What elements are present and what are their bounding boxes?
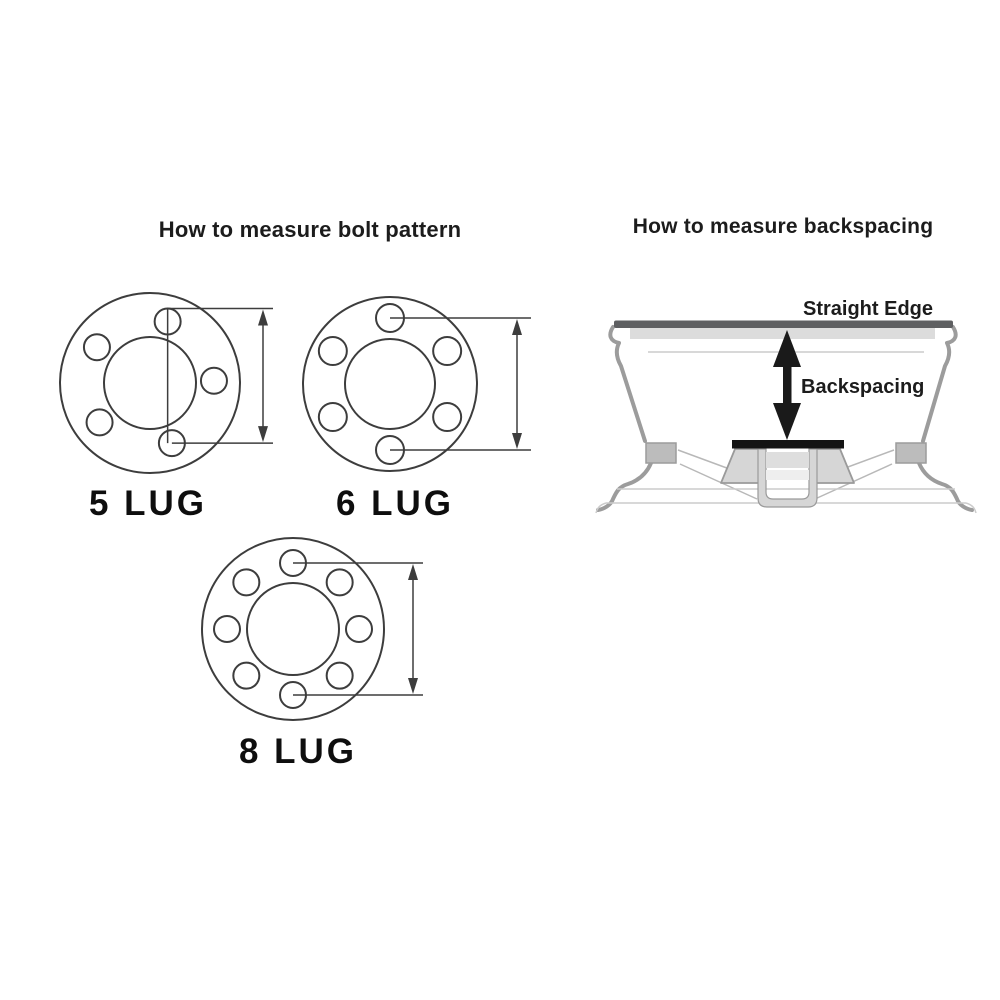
lug-label-5: 5 LUG <box>88 484 208 523</box>
hub-shading <box>766 470 809 480</box>
hub-shading <box>766 452 809 468</box>
lug-label-8: 8 LUG <box>238 732 358 771</box>
hub-wing-left <box>721 449 763 483</box>
backspacing-arrow <box>773 330 801 440</box>
hub-mounting-pad <box>732 440 844 449</box>
backspacing-title: How to measure backspacing <box>632 215 934 238</box>
right-bead-block <box>896 443 926 463</box>
left-bead-block <box>646 443 676 463</box>
hub-wing-right <box>812 449 854 483</box>
backspacing-label: Backspacing <box>801 376 925 398</box>
rim-shadow <box>630 328 935 339</box>
lug-label-6: 6 LUG <box>335 484 455 523</box>
bolt-pattern-title: How to measure bolt pattern <box>158 217 462 242</box>
left-rim-barrel <box>610 327 645 441</box>
straight-edge-bar <box>614 321 953 329</box>
straight-edge-label: Straight Edge <box>802 298 933 320</box>
